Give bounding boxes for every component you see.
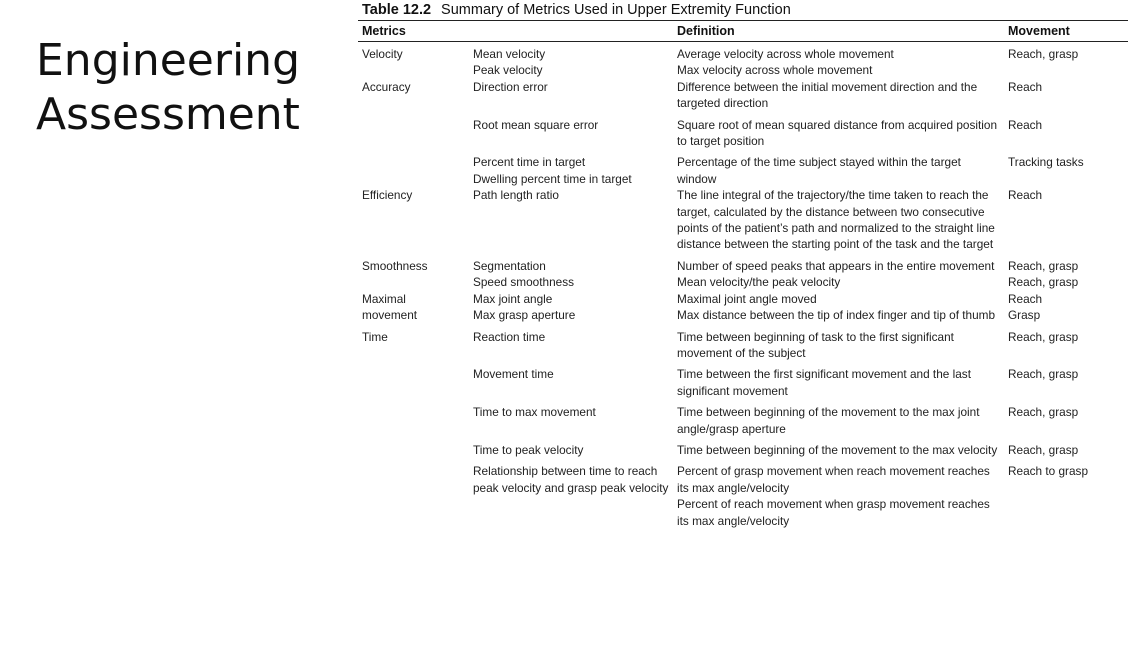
cell-definition: Difference between the initial movement direction and the targeted direction [677, 79, 978, 111]
cell-metric [469, 496, 673, 529]
cell-metric: Time to peak velocity [473, 442, 584, 457]
cell-category [358, 458, 469, 496]
cell-metric: Movement time [473, 367, 554, 382]
cell-category: Efficiency [362, 188, 413, 203]
cell-definition: Mean velocity/the peak velocity [677, 275, 841, 290]
cell-movement: Reach, grasp [1008, 329, 1079, 344]
cell-metric: Max grasp aperture [473, 308, 576, 323]
table-row [358, 437, 1128, 458]
cell-definition: Time between the first significant movement and the last significant movement [677, 367, 971, 398]
table-row [358, 496, 1128, 529]
cell-movement [1004, 62, 1128, 78]
cell-movement: Reach, grasp [1008, 442, 1079, 457]
table-row [358, 187, 1128, 253]
cell-category: Smoothness [362, 258, 428, 273]
metrics-table [358, 20, 1128, 529]
slide-title-line-1: Engineering [36, 35, 300, 86]
cell-category: Accuracy [362, 79, 411, 94]
table-row [358, 307, 1128, 323]
table-row [358, 62, 1128, 78]
cell-category: Velocity [362, 47, 403, 61]
cell-metric: Reaction time [473, 329, 546, 344]
cell-definition: Percentage of the time subject stayed within the target window [677, 155, 961, 186]
cell-movement: Reach, grasp [1008, 405, 1079, 420]
cell-category [358, 361, 469, 399]
cell-category [358, 112, 469, 150]
table-row [358, 361, 1128, 399]
cell-metric: Max joint angle [473, 291, 553, 306]
cell-definition: Max distance between the tip of index finger and tip of thumb [677, 308, 996, 323]
table-row [358, 324, 1128, 362]
slide-title [36, 34, 300, 142]
cell-movement: Reach, grasp [1008, 47, 1079, 61]
cell-movement [1004, 496, 1128, 529]
cell-movement: Reach, grasp [1008, 258, 1079, 273]
cell-category [358, 62, 469, 78]
table-row [358, 42, 1128, 63]
table-caption-text: Summary of Metrics Used in Upper Extremity Function [441, 2, 791, 18]
cell-category [358, 274, 469, 290]
table-number: Table 12.2 [362, 2, 432, 18]
cell-category [358, 149, 469, 187]
cell-category: movement [362, 308, 418, 323]
cell-movement: Reach [1008, 117, 1043, 132]
table-row [358, 79, 1128, 112]
cell-category [358, 496, 469, 529]
table-row [358, 253, 1128, 274]
cell-definition: Time between beginning of the movement to the max joint angle/grasp aperture [677, 405, 980, 436]
metrics-table-container [358, 0, 1128, 529]
table-row [358, 149, 1128, 187]
cell-movement: Grasp [1008, 308, 1041, 323]
cell-definition: Maximal joint angle moved [677, 291, 817, 306]
table-row [358, 399, 1128, 437]
slide-title-line-2: Assessment [36, 89, 300, 140]
header-movement: Movement [1004, 21, 1128, 42]
cell-metric: Segmentation [473, 258, 546, 273]
header-definition: Definition [673, 21, 1004, 42]
cell-metric: Relationship between time to reach peak velocity and grasp peak velocity [473, 464, 669, 495]
cell-metric: Mean velocity [473, 47, 546, 61]
cell-definition: Percent of grasp movement when reach movement reaches its max angle/velocity [677, 464, 990, 495]
cell-metric: Time to max movement [473, 405, 596, 420]
cell-metric: Path length ratio [473, 188, 559, 203]
header-metrics: Metrics [358, 21, 469, 42]
table-row [358, 458, 1128, 496]
cell-movement: Reach, grasp [1008, 275, 1079, 290]
cell-definition: Time between beginning of task to the first significant movement of the subject [677, 329, 954, 360]
cell-metric: Root mean square error [473, 117, 599, 132]
cell-movement: Reach [1008, 79, 1043, 94]
cell-metric: Percent time in target Dwelling percent time in target [473, 155, 632, 186]
table-caption [358, 0, 1128, 20]
cell-movement: Reach to grasp [1008, 464, 1089, 479]
cell-category [358, 437, 469, 458]
cell-metric: Peak velocity [473, 63, 543, 78]
cell-definition: Number of speed peaks that appears in the entire movement [677, 258, 995, 273]
cell-definition: The line integral of the trajectory/the time taken to reach the target, calculated by the distance between two consecutive points of the patient’s path and normalized to the straight line distance between the starting point of the task and the target [677, 188, 995, 252]
cell-movement: Tracking tasks [1008, 155, 1084, 170]
cell-metric: Direction error [473, 79, 548, 94]
cell-movement: Reach, grasp [1008, 367, 1079, 382]
cell-definition: Time between beginning of the movement to the max velocity [677, 442, 998, 457]
cell-category: Maximal [362, 291, 406, 306]
table-header-row [358, 21, 1128, 42]
header-submetric [469, 21, 673, 42]
table-row [358, 112, 1128, 150]
cell-definition: Percent of reach movement when grasp movement reaches its max angle/velocity [677, 497, 990, 528]
cell-category: Time [362, 329, 388, 344]
cell-definition: Max velocity across whole movement [677, 63, 873, 78]
cell-metric: Speed smoothness [473, 275, 574, 290]
cell-movement: Reach [1008, 188, 1043, 203]
cell-definition: Average velocity across whole movement [677, 47, 894, 61]
cell-definition: Square root of mean squared distance from acquired position to target position [677, 117, 998, 149]
cell-category [358, 399, 469, 437]
table-row [358, 274, 1128, 290]
table-row [358, 291, 1128, 307]
cell-movement: Reach [1008, 291, 1043, 306]
